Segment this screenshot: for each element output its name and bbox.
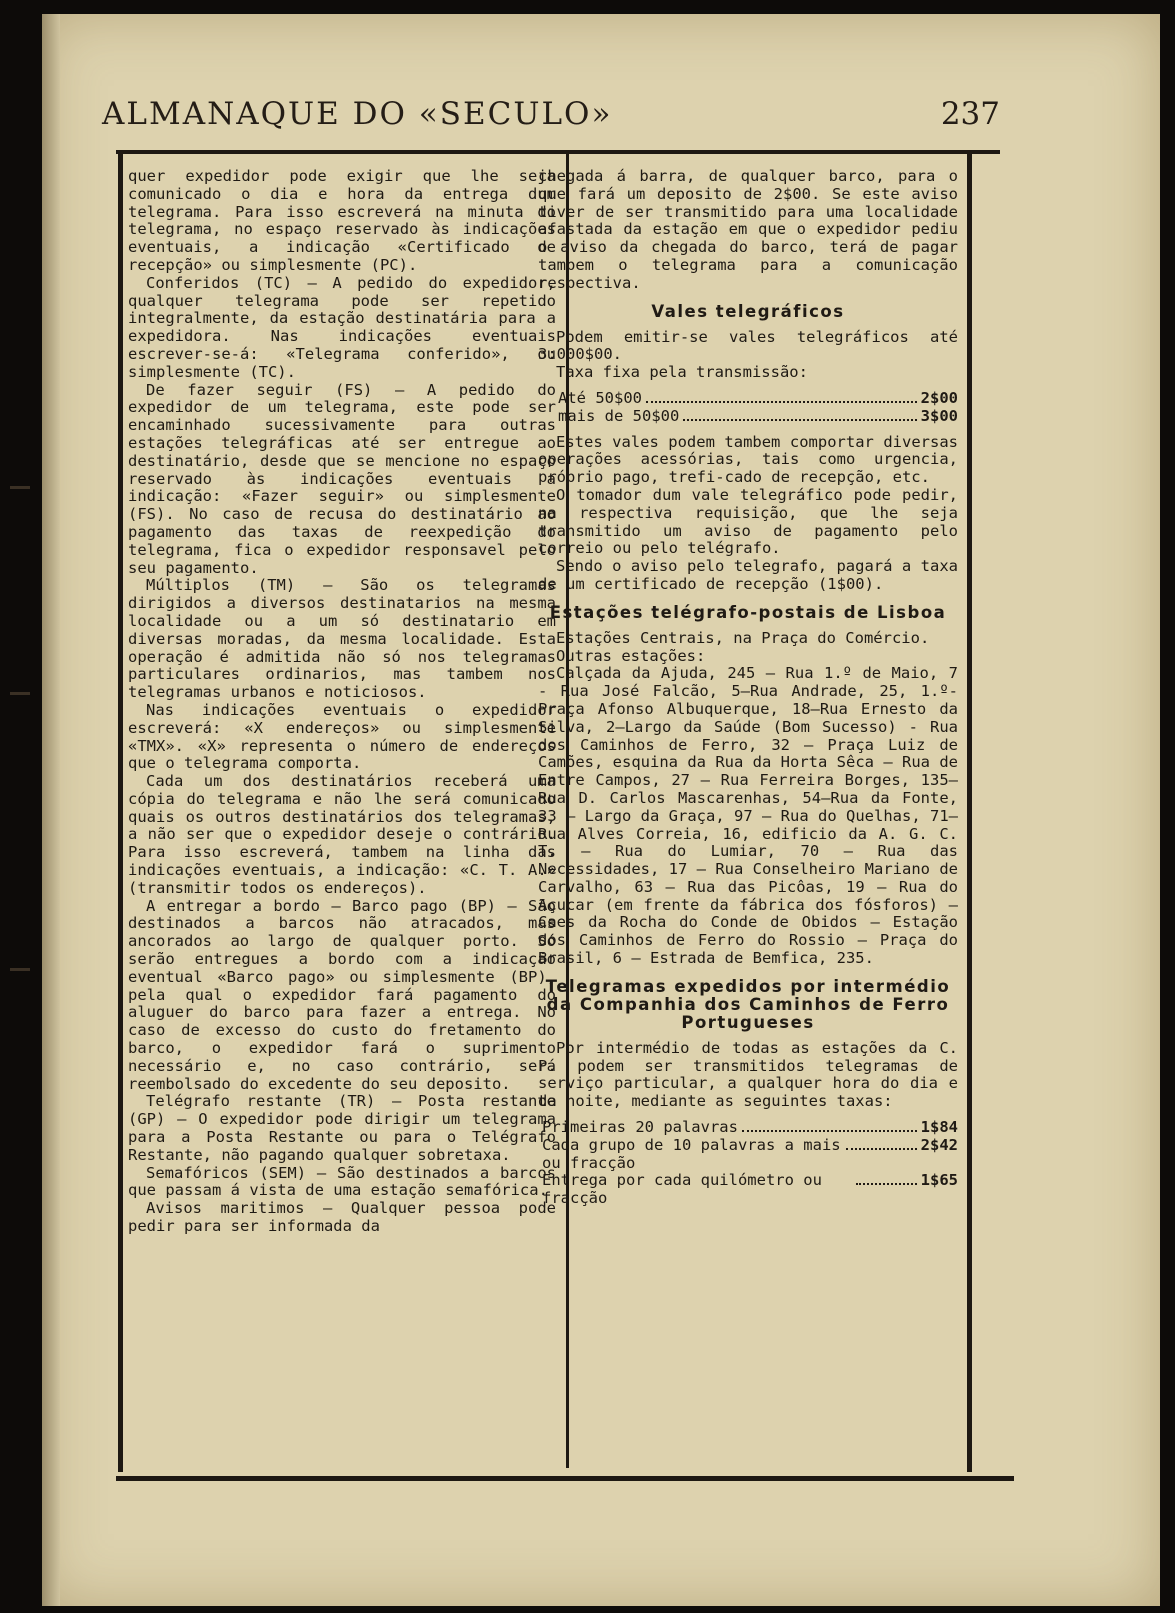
paragraph: O tomador dum vale telegráfico pode pedir, na respectiva requisição, que lhe seja transmitido um aviso de pagamento pelo correio ou pelo telégrafo. [538, 485, 958, 558]
top-rule [116, 150, 1000, 154]
binding-mark [10, 486, 30, 489]
rate-table-vales [538, 390, 958, 426]
binding-mark [10, 692, 30, 695]
paragraph: Por intermédio de todas as estações da C. P. podem ser transmitidos telegramas de serviço particular, a qualquer hora do dia e da noite, mediante as seguintes taxas: [538, 1038, 958, 1111]
right-column [538, 168, 958, 1216]
paragraph: A entregar a bordo — Barco pago (BP) — São destinados a barcos não atracados, mas ancorados ao largo de qualquer porto. Só serão entregues a bordo com a indicação eventual «Barco pago» ou simplesmente (BP), pela qual o expedidor fará pagamento do aluguer do barco para fazer a entrega. No caso de excesso do custo do fretamento do barco, o expedidor fará o suprimento necessário e, no caso contrário, será reembolsado do excedente do seu deposito. [128, 896, 556, 1093]
running-title: ALMANAQUE DO «SECULO» [102, 96, 613, 132]
paragraph: Outras estações: [556, 646, 706, 665]
paragraph: Telégrafo restante (TR) — Posta restante (GP) — O expedidor pode dirigir um telegrama para a Posta Restante ou para o Telégrafo Restante, não pagando qualquer sobretaxa. [128, 1092, 556, 1164]
section-heading-vales: Vales telegráficos [651, 301, 845, 321]
right-border [967, 152, 972, 1472]
paragraph: Conferidos (TC) — A pedido do expedidor, qualquer telegrama pode ser repetido integralmente, da estação destinatária para a expedidora. Nas indicações eventuais escrever-se-á: «Telegrama conferido», ou simplesmente (TC). [128, 273, 556, 381]
binding-mark [10, 968, 30, 971]
rate-row [542, 1137, 958, 1173]
leader-dots [683, 418, 916, 421]
paragraph: De fazer seguir (FS) — A pedido do expedidor de um telegrama, este pode ser encaminhado sucessivamente para outras estações telegráficas até ser entregue ao destinatário, desde que se mencione no espaço reservado às indicações eventuais a indicação: «Fazer seguir» ou simplesmente (FS). No caso de recusa do destinatário ao pagamento das taxas de reexpedição do telegrama, fica o expedidor responsavel pelo seu pagamento. [128, 380, 556, 577]
page-number: 237 [940, 96, 1000, 132]
section-heading-estacoes: Estações telégrafo-postais de Lisboa [549, 602, 947, 622]
paragraph: Semafóricos (SEM) — São destinados a barcos que passam á vista de uma estação semafórica. [128, 1163, 556, 1200]
rate-row [558, 390, 958, 408]
rate-value: 1$84 [920, 1118, 958, 1137]
rate-row [542, 1172, 958, 1208]
paragraph: Podem emitir-se vales telegráficos até 3:000$00. [538, 327, 958, 364]
rate-label: Até 50$00 [558, 388, 642, 407]
rate-row [542, 1119, 958, 1137]
paragraph: Nas indicações eventuais o expedidor escreverá: «X endereços» ou simplesmente «TMX». «X» representa o número de endereços que o telegrama comporta. [128, 700, 556, 773]
left-column [128, 168, 556, 1236]
paragraph: Estes vales podem tambem comportar diversas operações acessórias, tais como urgencia, próprio pago, trefi-cado de recepção, etc. [538, 432, 958, 487]
paragraph: Cada um dos destinatários receberá uma cópia do telegrama e não lhe será comunicado quais os outros destinatários dos telegramas, a não ser que o expedidor deseje o contrário. Para isso escreverá, tambem na linha das indicações eventuais, a indicação: «C. T. A.» (transmitir todos os endereços). [128, 772, 556, 897]
page-header [102, 82, 1000, 138]
paragraph: Múltiplos (TM) — São os telegramas dirigidos a diversos destinatarios na mesma localidade ou a um só destinatario em diversas moradas, da mesma localidade. Esta operação é admitida não só nos telegramas particulares ordinarios, mas tambem nos telegramas urbanos e noticiosos. [128, 576, 556, 702]
left-border [118, 152, 123, 1472]
rate-value: 2$00 [920, 388, 958, 407]
paragraph: Taxa fixa pela transmissão: [556, 363, 808, 382]
section-heading-telegramas: Telegramas expedidos por intermédio da Companhia dos Caminhos de Ferro Portugueses [545, 976, 951, 1032]
paragraph: Estações Centrais, na Praça do Comércio. [556, 628, 930, 647]
rate-value: 3$00 [920, 406, 958, 425]
rate-value: 2$42 [920, 1135, 958, 1154]
rate-label: mais de 50$00 [558, 406, 680, 425]
rate-value: 1$65 [920, 1171, 958, 1190]
paragraph: Avisos maritimos — Qualquer pessoa pode pedir para ser informada da [128, 1199, 556, 1236]
leader-dots [856, 1182, 917, 1185]
bottom-rule [116, 1476, 1014, 1481]
rate-row [558, 408, 958, 426]
paragraph: Sendo o aviso pelo telegrafo, pagará a taxa de um certificado de recepção (1$00). [538, 557, 958, 593]
leader-dots [742, 1129, 917, 1132]
paragraph: chegada á barra, de qualquer barco, para o que fará um deposito de 2$00. Se este aviso tiver de ser transmitido para uma localidade afastada da estação em que o expedidor pediu o aviso da chegada do barco, terá de pagar tambem o telegrama para a comunicação respectiva. [538, 167, 958, 292]
rate-label: Cada grupo de 10 palavras a mais ou fracção [542, 1135, 841, 1172]
paragraph: quer expedidor pode exigir que lhe seja comunicado o dia e hora da entrega dum telegrama. Para isso escreverá na minuta do telegrama, no espaço reservado às indicações eventuais, a indicação «Certificado de recepção» ou simplesmente (PC). [128, 167, 556, 274]
page-fold [42, 14, 60, 1606]
rate-label: Primeiras 20 palavras [542, 1118, 738, 1137]
paragraph: Calçada da Ajuda, 245 — Rua 1.º de Maio, 7 - Rua José Falcão, 5—Rua Andrade, 25, 1.º-Praça Afonso Albuquerque, 18—Rua Ernesto da Silva, 2—Largo da Saúde (Bom Sucesso) - Rua dos Caminhos de Ferro, 32 — Praça Luiz de Camões, esquina da Rua da Horta Sêca — Rua de Entre Campos, 27 — Rua Ferreira Borges, 135—Rua D. Carlos Mascarenhas, 54—Rua da Fonte, 33 — Largo da Graça, 97 — Rua do Quelhas, 71—Rua Alves Correia, 16, edificio da A. G. C. T. — Rua do Lumiar, 70 – Rua das Necessidades, 17 – Rua Conselheiro Mariano de Carvalho, 63 — Rua das Picôas, 19 — Rua do Açucar (em frente da fábrica dos fósforos) — Caes da Rocha do Conde de Obidos — Estação dos Caminhos de Ferro do Rossio — Praça do Brasil, 6 — Estrada de Bemfica, 235. [538, 664, 958, 968]
rate-label: Entrega por cada quilómetro ou fracção [542, 1171, 822, 1208]
rate-table-cp [538, 1119, 958, 1208]
leader-dots [846, 1147, 917, 1150]
leader-dots [646, 400, 917, 403]
